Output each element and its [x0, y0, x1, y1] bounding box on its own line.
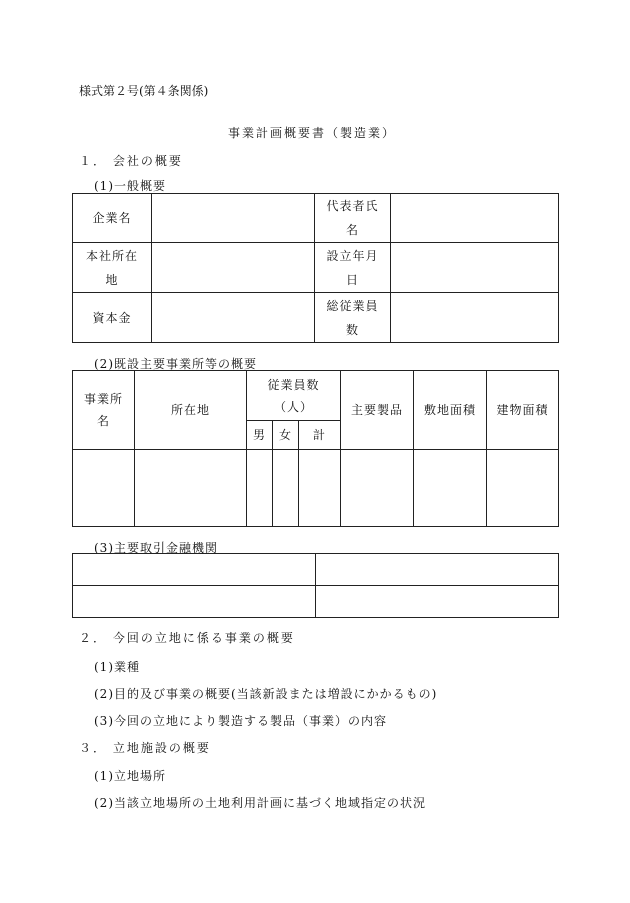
female-cell[interactable] [273, 450, 299, 527]
established-label: 設立年月 日 [315, 243, 391, 293]
company-name-label: 企業名 [73, 194, 152, 243]
male-header: 男 [247, 421, 273, 450]
female-header: 女 [273, 421, 299, 450]
main-products-cell[interactable] [341, 450, 414, 527]
bank-cell[interactable] [73, 586, 316, 618]
headquarters-value[interactable] [152, 243, 315, 293]
section-3-item-zoning: (2)当該立地場所の土地利用計画に基づく地域指定の状況 [94, 796, 427, 810]
site-area-cell[interactable] [414, 450, 487, 527]
section-2-heading: ２． 今回の立地に係る事業の概要 [79, 631, 295, 645]
section-2-item-products: (3)今回の立地により製造する製品（事業）の内容 [94, 714, 387, 728]
bank-cell[interactable] [316, 586, 559, 618]
building-area-cell[interactable] [487, 450, 559, 527]
capital-label: 資本金 [73, 293, 152, 343]
financial-institutions-table [72, 553, 559, 618]
headquarters-label: 本社所在 地 [73, 243, 152, 293]
office-name-cell[interactable] [73, 450, 135, 527]
company-name-value[interactable] [152, 194, 315, 243]
representative-value[interactable] [391, 194, 559, 243]
total-employees-value[interactable] [391, 293, 559, 343]
subsection-existing-offices: (2)既設主要事業所等の概要 [94, 357, 257, 371]
subsection-general-overview: (1)一般概要 [94, 179, 166, 193]
location-cell[interactable] [135, 450, 247, 527]
section-1-heading: １． 会社の概要 [79, 154, 183, 168]
section-3-heading: ３． 立地施設の概要 [79, 741, 211, 755]
section-3-item-location: (1)立地場所 [94, 769, 166, 783]
capital-value[interactable] [152, 293, 315, 343]
total-header: 計 [299, 421, 341, 450]
bank-cell[interactable] [316, 554, 559, 586]
established-value[interactable] [391, 243, 559, 293]
general-overview-table [72, 193, 559, 343]
existing-offices-table [72, 370, 559, 527]
location-header: 所在地 [135, 371, 247, 450]
representative-label: 代表者氏 名 [315, 194, 391, 243]
total-employees-label: 総従業員 数 [315, 293, 391, 343]
section-2-item-industry: (1)業種 [94, 660, 140, 674]
office-name-header: 事業所 名 [73, 371, 135, 450]
bank-cell[interactable] [73, 554, 316, 586]
document-title: 事業計画概要書（製造業） [228, 126, 397, 140]
male-cell[interactable] [247, 450, 273, 527]
subsection-financial-institutions: (3)主要取引金融機関 [94, 541, 218, 555]
main-products-header: 主要製品 [341, 371, 414, 450]
form-number-label: 様式第２号(第４条関係) [79, 84, 209, 98]
section-2-item-purpose: (2)目的及び事業の概要(当該新設または増設にかかるもの) [94, 687, 438, 701]
employees-header: 従業員数 （人） [247, 371, 341, 421]
total-cell[interactable] [299, 450, 341, 527]
building-area-header: 建物面積 [487, 371, 559, 450]
site-area-header: 敷地面積 [414, 371, 487, 450]
